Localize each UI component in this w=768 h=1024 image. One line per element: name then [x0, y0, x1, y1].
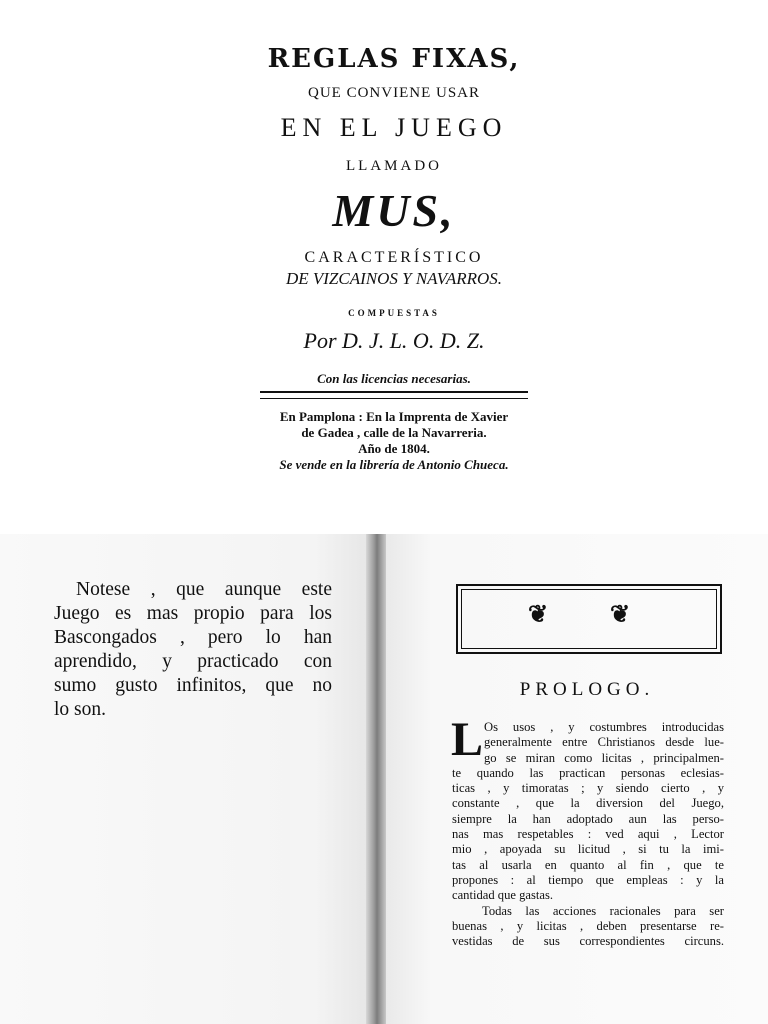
- note-paragraph: [54, 578, 332, 722]
- prose-line: go se miran como licitas , principalmen-: [484, 750, 724, 765]
- imprint-line: Año de 1804.: [358, 441, 430, 456]
- drop-cap: L: [451, 713, 484, 766]
- prose-line: Todas las acciones racionales para ser: [482, 903, 724, 918]
- note-line: aprendido, y practicado con: [54, 651, 332, 672]
- title-characteristic: CARACTERÍSTICO: [304, 249, 484, 266]
- fleuron-icon: ❦: [528, 599, 549, 628]
- title-mus: MUS,: [332, 185, 456, 236]
- title-game-line: EN EL JUEGO: [280, 113, 508, 142]
- imprint-line: En Pamplona : En la Imprenta de Xavier: [279, 409, 509, 424]
- fleuron-icon: ❦: [610, 599, 631, 628]
- prose-line: siempre la han adoptado aun las perso-: [452, 811, 724, 826]
- imprint-block: [240, 409, 548, 473]
- imprint-line: Se vende en la librería de Antonio Chueca.: [279, 457, 509, 472]
- title-subline: QUE CONVIENE USAR: [308, 85, 480, 101]
- prose-line: nas mas respetables : ved aqui , Lector: [452, 827, 724, 842]
- note-line: Bascongados , pero lo han: [54, 627, 332, 648]
- prose-line: te quando las practican personas eclesias-: [452, 765, 724, 780]
- prose-line: cantidad que gastas.: [452, 888, 554, 903]
- title-licenses: Con las licencias necesarias.: [317, 371, 471, 386]
- note-line: Notese , que aunque este: [76, 579, 332, 600]
- prose-line: vestidas de sus correspondientes circuns.: [452, 934, 724, 949]
- prose-line: mio , apoyada su licitud , si tu la imi-: [452, 842, 724, 857]
- prose-line: Os usos , y costumbres introducidas: [484, 720, 724, 734]
- note-line: lo son.: [54, 699, 107, 720]
- imprint-line: de Gadea , calle de la Navarreria.: [301, 425, 487, 440]
- prose-line: ticas , y timoratas ; y siendo cierto , y: [452, 781, 724, 796]
- prose-line: propones : al tiempo que empleas : y la: [452, 872, 724, 887]
- title-main: REGLAS FIXAS,: [267, 44, 521, 74]
- title-author: Por D. J. L. O. D. Z.: [303, 328, 485, 353]
- title-called-line: LLAMADO: [346, 158, 442, 174]
- prose-line: tas al usarla en quanto al fin , que te: [452, 857, 724, 872]
- title-regions: DE VIZCAINOS Y NAVARROS.: [285, 269, 503, 288]
- note-line: sumo gusto infinitos, que no: [54, 675, 332, 696]
- prose-line: buenas , y licitas , deben presentarse re-: [452, 918, 724, 933]
- prologue-heading: PROLOGO.: [519, 679, 655, 700]
- title-rule: [260, 391, 528, 399]
- book-gutter: [366, 534, 386, 1024]
- right-page: [386, 534, 768, 1024]
- book-spread: [0, 534, 768, 1024]
- prologue-text: [451, 713, 724, 949]
- title-composed: COMPUESTAS: [348, 308, 440, 318]
- prose-line: generalmente entre Christianos desde lue-: [484, 735, 724, 750]
- left-page: [0, 534, 370, 1024]
- title-block: [240, 36, 548, 473]
- note-line: Juego es mas propio para los: [54, 603, 332, 624]
- ornament-frame: [456, 584, 722, 654]
- prose-line: constante , que la diversion del Juego,: [452, 796, 724, 811]
